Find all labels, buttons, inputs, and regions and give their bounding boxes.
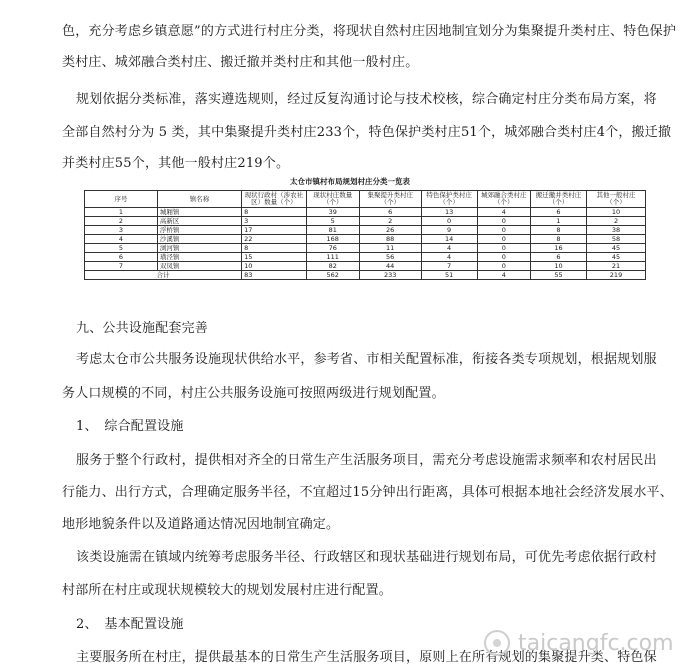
table-cell: 26 xyxy=(359,226,421,235)
table-cell: 4 xyxy=(85,235,158,244)
watermark xyxy=(484,625,690,661)
table-cell: 111 xyxy=(306,253,359,262)
table-cell: 51 xyxy=(421,271,477,280)
paragraph-line: 全部自然村分为 5 类，其中集聚提升类村庄233个，特色保护类村庄51个，城郊融合类村庄4个，搬迁撤 xyxy=(62,125,672,140)
paragraph-line: 主要服务所在村庄，提供最基本的日常生产生活服务项目，原则上在所有规划的集聚提升类、特色保 xyxy=(76,650,657,665)
header-cell: 其他一般村庄（个） xyxy=(587,191,646,208)
table-cell: 58 xyxy=(587,235,646,244)
table-cell: 16 xyxy=(530,244,586,253)
subsection-heading: 1、 综合配置设施 xyxy=(76,419,184,434)
table-cell: 2 xyxy=(85,217,158,226)
table-cell: 15 xyxy=(242,253,307,262)
paragraph-line: 并类村庄55个，其他一般村庄219个。 xyxy=(62,156,290,171)
table-row xyxy=(85,262,646,271)
table-cell: 城厢镇 xyxy=(157,208,241,217)
table-row xyxy=(85,253,646,262)
table-cell: 55 xyxy=(530,271,586,280)
table-cell: 10 xyxy=(587,208,646,217)
header-cell: 现状行政村（涉农社区）数量（个） xyxy=(242,191,307,208)
watermark-logo-icon xyxy=(484,630,510,656)
table-header-row xyxy=(85,191,646,208)
table-cell: 璜泾镇 xyxy=(157,253,241,262)
table-cell: 10 xyxy=(242,262,307,271)
table-row xyxy=(85,244,646,253)
table-cell: 17 xyxy=(242,226,307,235)
table-row xyxy=(85,208,646,217)
table-cell: 0 xyxy=(477,226,530,235)
table-cell: 76 xyxy=(306,244,359,253)
table-cell: 21 xyxy=(587,262,646,271)
table-cell: 5 xyxy=(85,244,158,253)
table-cell: 83 xyxy=(242,271,307,280)
table-cell: 38 xyxy=(587,226,646,235)
table-cell: 14 xyxy=(421,235,477,244)
paragraph-line: 地形地貌条件以及道路通达情况因地制宜确定。 xyxy=(62,517,340,532)
table-cell: 6 xyxy=(530,253,586,262)
table-cell: 0 xyxy=(421,217,477,226)
table-cell: 0 xyxy=(477,253,530,262)
header-cell: 特色保护类村庄（个） xyxy=(421,191,477,208)
table-cell: 6 xyxy=(530,208,586,217)
paragraph-line: 服务于整个行政村，提供相对齐全的日常生产生活服务项目，需充分考虑设施需求频率和农村居民出 xyxy=(76,453,657,468)
table-cell: 562 xyxy=(306,271,359,280)
header-cell: 搬迁撤并类村庄（个） xyxy=(530,191,586,208)
table-cell: 3 xyxy=(85,226,158,235)
table-cell: 合计 xyxy=(85,271,242,280)
table-cell: 82 xyxy=(306,262,359,271)
table-cell: 1 xyxy=(530,217,586,226)
table-cell: 0 xyxy=(477,244,530,253)
table-cell: 233 xyxy=(359,271,421,280)
table-row xyxy=(85,235,646,244)
table-cell: 7 xyxy=(421,262,477,271)
paragraph-line: 规划依据分类标准，落实遵选规则，经过反复沟通讨论与技术校核，综合确定村庄分类布局方案，将 xyxy=(76,92,657,107)
table-cell: 0 xyxy=(477,262,530,271)
table-cell: 13 xyxy=(421,208,477,217)
paragraph-line: 务人口规模的不同，村庄公共服务设施可按照两级进行规划配置。 xyxy=(62,386,445,401)
table-cell: 浮桥镇 xyxy=(157,226,241,235)
table-cell: 10 xyxy=(530,262,586,271)
table-cell: 8 xyxy=(530,226,586,235)
header-cell: 序号 xyxy=(85,191,158,208)
table-cell: 88 xyxy=(359,235,421,244)
table-cell: 5 xyxy=(306,217,359,226)
subsection-heading: 2、 基本配置设施 xyxy=(76,617,184,632)
table-cell: 浏河镇 xyxy=(157,244,241,253)
header-cell: 镇名称 xyxy=(157,191,241,208)
header-cell: 集聚提升类村庄（个） xyxy=(359,191,421,208)
table-cell: 8 xyxy=(530,235,586,244)
table-cell: 1 xyxy=(85,208,158,217)
table-cell: 2 xyxy=(359,217,421,226)
paragraph-line: 色，充分考虑乡镇意愿”的方式进行村庄分类，将现状自然村庄因地制宜划分为集聚提升类村庄、特色保护 xyxy=(62,24,677,39)
table-cell: 沙溪镇 xyxy=(157,235,241,244)
table-cell: 4 xyxy=(421,244,477,253)
header-cell: 城郊融合类村庄（个） xyxy=(477,191,530,208)
table-row xyxy=(85,217,646,226)
paragraph-line: 村部所在村庄或现状规模较大的规划发展村庄进行配置。 xyxy=(62,583,393,598)
section-heading: 九、公共设施配套完善 xyxy=(76,321,209,336)
table-cell: 7 xyxy=(85,262,158,271)
table-cell: 45 xyxy=(587,244,646,253)
table-cell: 4 xyxy=(477,271,530,280)
table-cell: 45 xyxy=(587,253,646,262)
table-cell: 6 xyxy=(85,253,158,262)
table-cell: 44 xyxy=(359,262,421,271)
table-cell: 高新区 xyxy=(157,217,241,226)
table-cell: 56 xyxy=(359,253,421,262)
header-cell: 现状村庄数量（个） xyxy=(306,191,359,208)
table-cell: 2 xyxy=(587,217,646,226)
village-classification-table xyxy=(84,190,646,280)
table-cell: 3 xyxy=(242,217,307,226)
table-total-row xyxy=(85,271,646,280)
table-cell: 22 xyxy=(242,235,307,244)
paragraph-line: 该类设施需在镇域内统筹考虑服务半径、行政辖区和现状基础进行规划布局，可优先考虑依据行政村 xyxy=(76,550,657,565)
table-cell: 39 xyxy=(306,208,359,217)
watermark-text: taicangfc.com xyxy=(518,630,674,656)
table-row xyxy=(85,226,646,235)
table-cell: 8 xyxy=(242,244,307,253)
table-cell: 9 xyxy=(421,226,477,235)
table-cell: 11 xyxy=(359,244,421,253)
table-cell: 双凤镇 xyxy=(157,262,241,271)
paragraph-line: 类村庄、城郊融合类村庄、搬迁撤并类村庄和其他一般村庄。 xyxy=(62,55,419,70)
paragraph-line: 行能力、出行方式，合理确定服务半径，不宜超过15分钟出行距离，具体可根据本地社会经济发展水平、 xyxy=(62,485,673,500)
table-title: 太仓市镇村布局规划村庄分类一览表 xyxy=(290,177,410,186)
table-cell: 4 xyxy=(421,253,477,262)
table-cell: 0 xyxy=(477,217,530,226)
table-cell: 168 xyxy=(306,235,359,244)
paragraph-line: 考虑太仓市公共服务设施现状供给水平，参考省、市相关配置标准，衔接各类专项规划，根据规划服 xyxy=(76,352,657,367)
table-cell: 4 xyxy=(477,208,530,217)
table-cell: 219 xyxy=(587,271,646,280)
table-cell: 6 xyxy=(359,208,421,217)
table-cell: 0 xyxy=(477,235,530,244)
table-cell: 81 xyxy=(306,226,359,235)
table-cell: 8 xyxy=(242,208,307,217)
